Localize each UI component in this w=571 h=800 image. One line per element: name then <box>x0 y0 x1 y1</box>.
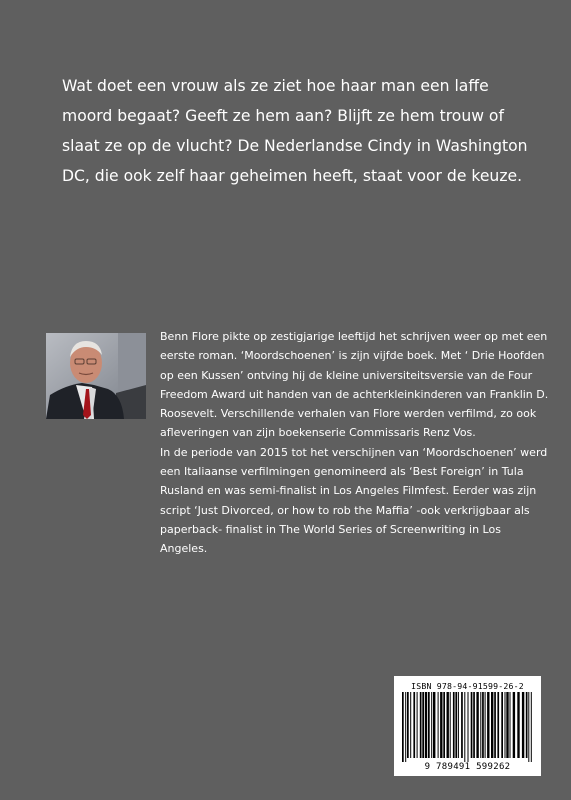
barcode-bar <box>461 692 463 758</box>
barcode-bar <box>410 692 411 758</box>
barcode-bar <box>526 692 528 758</box>
author-photo <box>46 333 146 419</box>
barcode-bar <box>431 692 432 758</box>
barcode-bar <box>506 692 508 758</box>
barcode-bar <box>473 692 475 758</box>
barcode-bar <box>487 692 489 758</box>
barcode-bar <box>438 692 439 758</box>
barcode-bar <box>447 692 449 758</box>
barcode-bar <box>413 692 415 758</box>
author-bio-paragraph: In de periode van 2015 tot het verschijnen van ‘Moordschoenen’ werd een Italiaanse verfilmingen genomineerd als ‘Best Foreign’ in Tula Rusland en was semi-finalist in Los Angeles Filmfest. Eerder was zijn script ‘Just Divorced, or how to rob the Maffia’ -ook verkrijgbaar als paperback- finalist in The World Series of Screenwriting in Los Angeles. <box>160 445 548 556</box>
barcode-bar <box>468 692 469 762</box>
barcode-bar <box>494 692 496 758</box>
barcode-bar <box>505 692 506 758</box>
barcode-bar <box>425 692 427 758</box>
barcode-bar <box>402 692 404 762</box>
barcode-bar <box>491 692 493 758</box>
barcode-bar <box>501 692 503 758</box>
barcode-bar <box>480 692 481 758</box>
barcode-bar <box>428 692 430 758</box>
barcode-bar <box>407 692 409 758</box>
author-bio-paragraph: Benn Flore pikte op zestigjarige leeftijd het schrijven weer op met een eerste roman. ‘Moordschoenen’ is zijn vijfde boek. Met ‘ Drie Hoofden op een Kussen’ ontving hij de kleine universiteitsversie van de Four Freedom Award uit handen van de achterkleinkinderen van Franklin D. Roosevelt. Verschillende verhalen van Flore werden verfilmd, zo ook afleveringen van zijn boekenserie Commissaris Renz Vos. <box>160 330 549 440</box>
barcode-bar <box>513 692 515 758</box>
barcode-bar <box>420 692 422 758</box>
barcode-bar <box>528 692 529 762</box>
barcode-bars <box>400 692 535 762</box>
barcode-bar <box>458 692 459 758</box>
barcode-bar <box>464 692 465 762</box>
barcode-digits: 9 789491 599262 <box>424 762 511 772</box>
barcode-bar <box>440 692 442 758</box>
barcode-bar <box>417 692 418 758</box>
barcode-bar <box>443 692 445 758</box>
barcode-bar <box>453 692 455 758</box>
barcode-bar <box>510 692 511 758</box>
isbn-barcode <box>394 676 541 776</box>
barcode-bar <box>522 692 524 758</box>
barcode-bar <box>485 692 486 758</box>
barcode-bar <box>405 692 406 762</box>
barcode-bar <box>433 692 435 758</box>
isbn-label: ISBN 978-94-91599-26-2 <box>411 681 524 691</box>
barcode-bar <box>531 692 532 762</box>
back-cover-blurb: Wat doet een vrouw als ze ziet hoe haar man een laffe moord begaat? Geeft ze hem aan? Blijft ze hem trouw of slaat ze op de vlucht? De Nederlandse Cindy in Washington DC, die ook zelf haar geheimen heeft, staat voor de keuze. <box>62 77 528 185</box>
barcode-bar <box>422 692 424 758</box>
barcode-bar <box>450 692 451 758</box>
barcode-bar <box>497 692 499 758</box>
barcode-bar <box>517 692 519 758</box>
author-bio <box>160 327 550 559</box>
barcode-bar <box>455 692 457 758</box>
barcode-bar <box>476 692 478 758</box>
barcode-bar <box>471 692 473 758</box>
barcode-bar <box>482 692 484 758</box>
